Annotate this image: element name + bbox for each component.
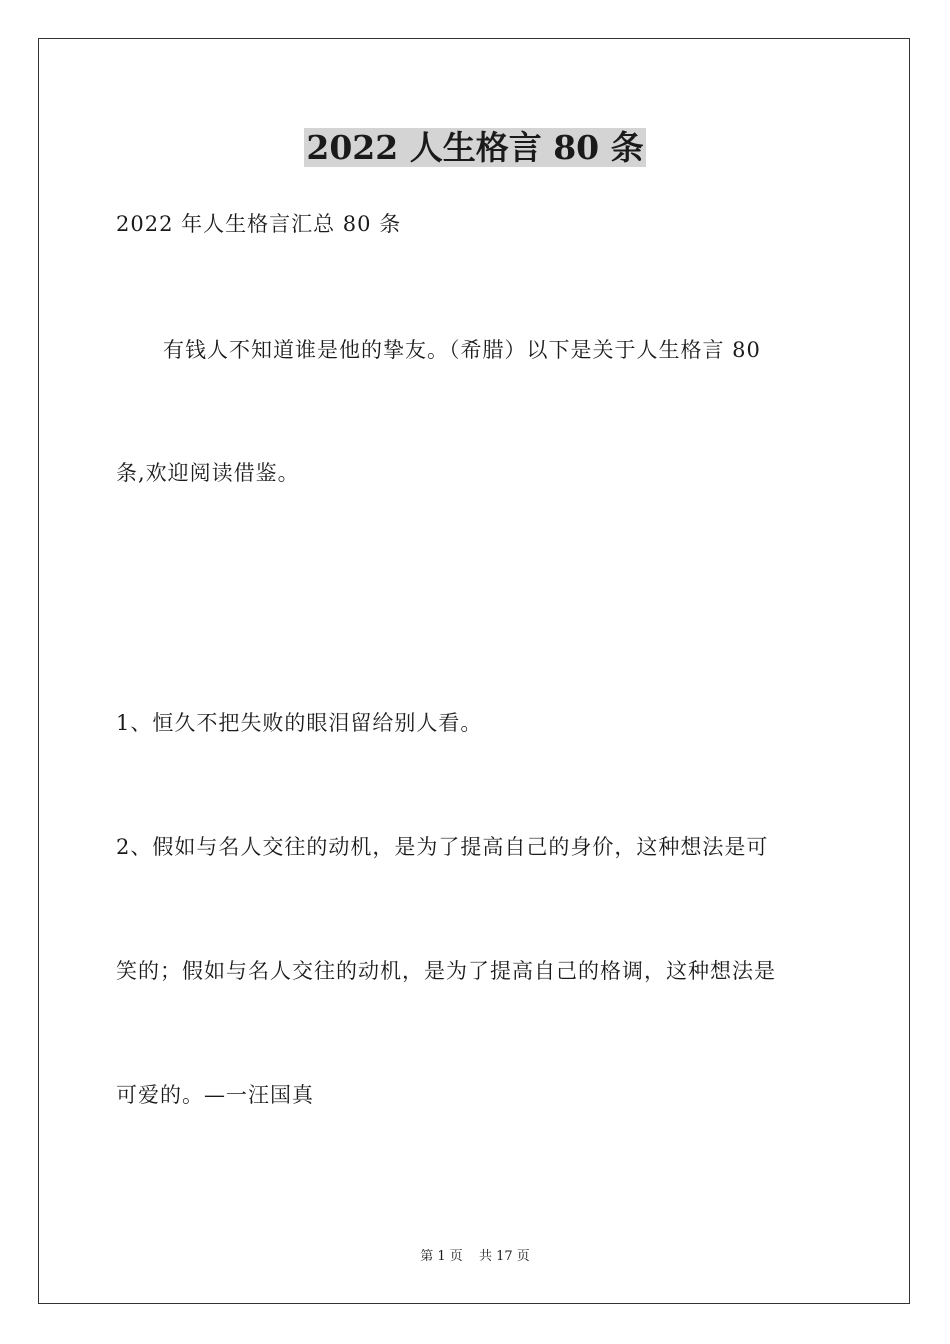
intro-line-1: 有钱人不知道谁是他的挚友。（希腊）以下是关于人生格言 80	[163, 338, 761, 362]
document-title-text: 2022 人生格言 80 条	[306, 128, 644, 167]
page-number: 第 1 页	[420, 1249, 463, 1264]
list-item-2-line-2: 笑的；假如与名人交往的动机，是为了提高自己的格调，这种想法是	[116, 959, 776, 983]
document-title	[0, 126, 950, 170]
list-item-1: 1、恒久不把失败的眼泪留给别人看。	[116, 711, 483, 735]
intro-line-2: 条,欢迎阅读借鉴。	[116, 461, 300, 485]
subtitle-line: 2022 年人生格言汇总 80 条	[116, 212, 402, 236]
page-total: 共 17 页	[478, 1249, 530, 1264]
page-footer	[0, 1248, 950, 1266]
list-item-2-line-3: 可爱的。—一汪国真	[116, 1083, 314, 1107]
list-item-2-line-1: 2、假如与名人交往的动机，是为了提高自己的身价，这种想法是可	[116, 835, 769, 859]
